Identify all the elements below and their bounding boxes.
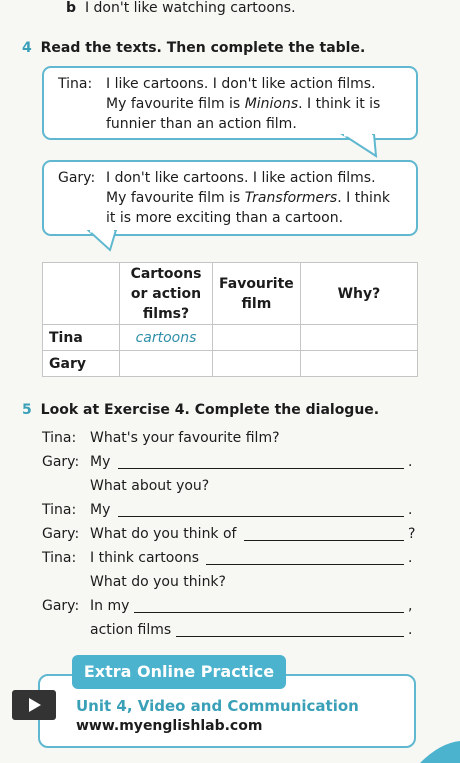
header-cartoons-or-action [120,263,213,325]
play-arrow-icon [12,690,56,720]
exercise-5-heading [22,400,379,420]
tina-line-2 [106,94,380,114]
answer-blank[interactable] [134,612,404,613]
gary-line-1: I don't like cartoons. I like action films. [106,170,376,186]
punctuation: . [408,502,413,518]
dialogue-speaker: Gary: [42,598,80,614]
dialogue-speaker: Tina: [42,430,77,446]
gary-film-title: Transformers [244,190,338,206]
punctuation: . [408,550,413,566]
table-corner-cell [43,263,120,325]
answer-cell[interactable] [120,351,213,377]
punctuation: ? [408,526,416,542]
punctuation: . [408,622,413,638]
bubble-tail-icon [340,134,380,158]
dialogue-text: What do you think? [90,574,226,590]
row-name: Tina [43,325,120,351]
gary-speaker: Gary: [58,170,96,186]
extra-url-link[interactable]: www.myenglishlab.com [76,718,263,734]
tina-line-2-post: . I think it is [298,96,381,112]
tina-speaker: Tina: [58,76,93,92]
header-line: films? [142,305,190,322]
extra-practice-tab: Extra Online Practice [72,655,286,689]
answer-blank[interactable] [244,540,404,541]
previous-item [66,0,296,18]
dialogue-text: My [90,454,111,470]
dialogue-speaker: Gary: [42,526,80,542]
answer-table [42,262,418,377]
bubble-tail-icon [86,230,120,252]
gary-line-2 [106,188,390,208]
gary-line-3: it is more exciting than a cartoon. [106,210,344,226]
row-name: Gary [43,351,120,377]
item-letter: b [66,0,77,16]
punctuation: . [408,454,413,470]
dialogue-text: In my [90,598,130,614]
dialogue-speaker: Tina: [42,502,77,518]
header-favourite-film [213,263,301,325]
dialogue-text: I think cartoons [90,550,200,566]
dialogue-text: What do you think of [90,526,237,542]
exercise-number: 5 [22,402,32,418]
exercise-instruction: Read the texts. Then complete the table. [40,40,366,56]
row-answer: cartoons [120,325,213,351]
punctuation: , [408,598,413,614]
tina-film-title: Minions [244,96,299,112]
header-line: or action [130,285,202,302]
dialogue-speaker: Gary: [42,454,80,470]
exercise-4-heading [22,38,365,58]
exercise-instruction: Look at Exercise 4. Complete the dialogue. [40,402,380,418]
tina-line-2-pre: My favourite film is [106,96,245,112]
answer-blank[interactable] [176,636,404,637]
answer-blank[interactable] [118,516,404,517]
video-play-icon[interactable] [12,690,56,720]
header-line: Favourite [219,275,294,292]
page-corner-decoration [420,741,460,763]
extra-unit-title: Unit 4, Video and Communication [76,697,359,715]
dialogue-text: My [90,502,111,518]
answer-cell[interactable] [300,325,417,351]
answer-cell[interactable] [300,351,417,377]
header-line: film [241,295,272,312]
gary-line-2-post: . I think [337,190,390,206]
item-text: I don't like watching cartoons. [84,0,296,16]
tina-line-3: funnier than an action film. [106,116,297,132]
exercise-number: 4 [22,40,32,56]
header-why: Why? [300,263,417,325]
answer-blank[interactable] [118,468,404,469]
dialogue-speaker: Tina: [42,550,77,566]
dialogue-text: What about you? [90,478,210,494]
gary-line-2-pre: My favourite film is [106,190,245,206]
table-row [43,325,418,351]
header-line: Cartoons [130,265,202,282]
answer-cell[interactable] [213,325,301,351]
answer-blank[interactable] [206,564,404,565]
tina-line-1: I like cartoons. I don't like action films. [106,76,376,92]
table-row [43,351,418,377]
answer-cell[interactable] [213,351,301,377]
dialogue-text: What's your favourite film? [90,430,280,446]
dialogue-text: action films [90,622,172,638]
table-header-row [43,263,418,325]
